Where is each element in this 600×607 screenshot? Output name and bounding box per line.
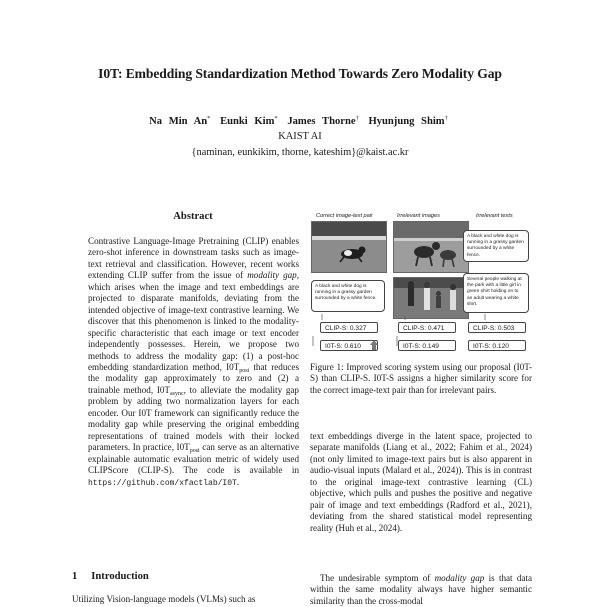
caption-bubble-top: A black and white dog is running in a grassy garden surrounded by a white fence. (463, 230, 529, 262)
author-mark: * (274, 115, 278, 122)
body-paragraph (310, 573, 532, 607)
horse-photo (393, 221, 469, 273)
horse-photo-image (394, 222, 468, 272)
author-emails: {naminan, eunkikim, thorne, kateshim}@kaist.ac.kr (191, 147, 409, 158)
section-number: 1 (72, 571, 78, 582)
abstract-text: Contrastive Language-Image Pretraining (CLIP) enables zero-shot inference in downstream tasks such as image-text retrieval and classification. However, recent works extending CLIP suffer from the issue of (88, 236, 299, 281)
abstract-emphasis: modality gap (247, 270, 297, 281)
author-list (0, 115, 600, 127)
i0t-score-badge: I0T-S: 0.149 (398, 340, 456, 351)
caption-bubble-correct: A black and white dog is running in a grassy garden surrounded by a white fence. (311, 280, 385, 312)
author-name: Eunki Kim (220, 116, 275, 127)
i0t-score-badge: I0T-S: 0.610 (320, 340, 378, 351)
abstract-text: , to alleviate the modality gap problem by adding two normalization layers for each encoder. Our I0T framework can significantly reduce the modality gap while preserving the original embedding representations of trained models with their locked parameters. In practice, I0T (88, 384, 299, 453)
up-arrow-icon (370, 340, 378, 351)
paper-title: I0T: Embedding Standardization Method Towards Zero Modality Gap (98, 66, 502, 81)
section-heading (72, 571, 149, 582)
code-link[interactable]: https://github.com/xfactlab/I0T (88, 478, 237, 488)
subscript: post (239, 367, 250, 374)
author-name: Na Min An (149, 116, 208, 127)
author-name: Hyunjung Shim (368, 116, 445, 127)
caption-bubble-irrelevant: Several people walking at the park with a little girl in green shirt holding on to an adult wearing a white shirt. (463, 273, 529, 313)
figure-caption: Figure 1: Improved scoring system using our proposal (I0T-S) than CLIP-S. I0T-S assigns a higher similarity score for the correct image-text pair than for irrelevant pairs. (310, 362, 532, 395)
abstract-body (88, 236, 299, 489)
abstract-text: that reduces the modality gap approximately to zero and (2) a trainable method, I0T (88, 361, 299, 395)
clip-score-badge: CLIP-S: 0.471 (398, 322, 456, 333)
body-text: The undesirable symptom of (320, 573, 435, 583)
dog-photo (311, 221, 387, 273)
i0t-score-badge: I0T-S: 0.120 (468, 340, 526, 351)
author-mark: † (444, 115, 448, 122)
body-emphasis: modality gap (434, 573, 485, 583)
author-mark: † (355, 115, 359, 122)
abstract-text: can serve as an alternative explainable automatic evaluation metric of widely used CLIPScore (CLIP-S). The code is available in (88, 442, 299, 476)
body-paragraph: text embeddings diverge in the latent space, projected to separate manifolds (Liang et al., 2022; Fahim et al., 2024) (not only limited to image-text pairs but is also apparent in audio-visual inputs (Malard et al., 2024)). This is in contrast to the original image-text contrastive learning (CL) objective, which pulls and pushes the positive and negative pair of image and text embeddings (Radford et al., 2021), deviating from the shared statistical model representing reality (Huh et al., 2024). (310, 431, 532, 533)
abstract-heading: Abstract (173, 211, 213, 222)
figure-label: Irrelevant texts (476, 213, 513, 219)
author-mark: * (207, 115, 211, 122)
subscript: async (169, 390, 184, 397)
intro-first-line: Utilizing Vision-language models (VLMs) such as (72, 594, 256, 604)
figure-label: Correct image-text pair (316, 213, 373, 219)
abstract-text: . (236, 476, 240, 487)
dog-photo-image (312, 222, 386, 272)
subscript: post (189, 448, 200, 455)
section-title: Introduction (91, 571, 149, 582)
abstract-text: , which arises when the image and text embeddings are projected to disparate manifolds, deviating from the intended objective of image-text contrastive learning. We discover that this phenomenon is linked to the modality-specific characteristic that each image or text encoder independently possesses. Herein, we propose two methods to address the modality gap: (1) a post-hoc embedding standardization method, I0T (88, 270, 300, 372)
affiliation: KAIST AI (278, 131, 322, 142)
body-text: is that data within the same modality always have higher semantic similarity than the cross-modal (310, 573, 532, 606)
figure-label: Irrelevant images (397, 213, 440, 219)
clip-score-badge: CLIP-S: 0.327 (320, 322, 378, 333)
author-name: James Thorne (287, 116, 356, 127)
clip-score-badge: CLIP-S: 0.503 (468, 322, 526, 333)
